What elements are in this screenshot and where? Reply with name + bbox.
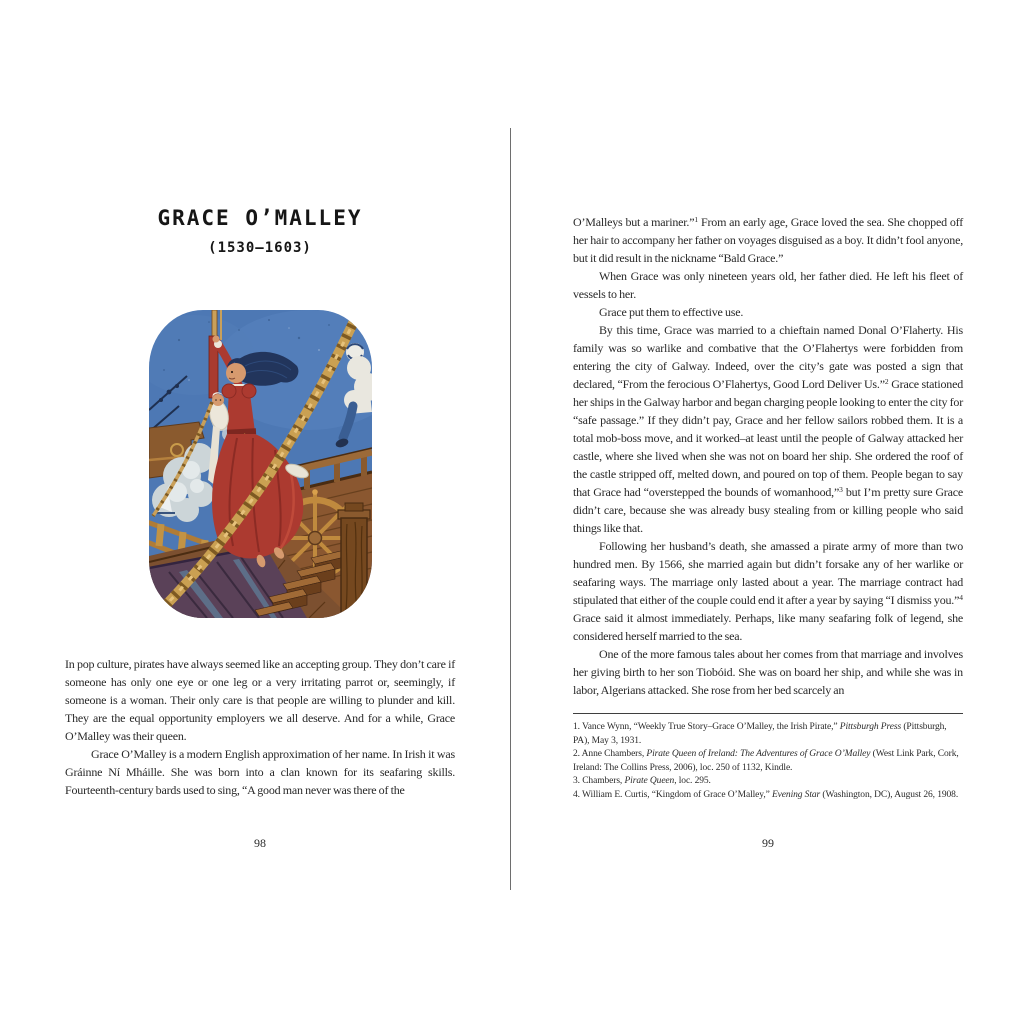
page-number-right: 99 [762, 836, 774, 850]
text-segment: From an early age, Grace loved the sea. She chopped off her hair to accompany her father on voyages disguised as a boy. It didn’t fool anyone, but it did result in the nickname “Bald Grace.” [573, 215, 963, 265]
footnote-marker: 4 [959, 593, 963, 602]
footnote-marker: 2 [884, 377, 889, 386]
paragraph [573, 721, 963, 748]
paragraph [573, 748, 963, 775]
text-segment: (Washington, DC), August 26, 1908. [820, 789, 959, 800]
footnote-marker: 1 [694, 215, 699, 224]
text-segment: By this time, Grace was married to a chieftain named Donal O’Flaherty. His family was so warlike and combative that the O’Flahertys were forbidden from entering the city of Galway. Indeed, over the city’s gate was posted a sign that declared, “From the ferocious O’Flahertys, Good Lord Deliver Us.” [573, 323, 963, 391]
text-segment: O’Malleys but a mariner.” [573, 215, 695, 229]
right-page-body [573, 213, 963, 699]
text-segment: 3. Chambers, [573, 776, 625, 786]
paragraph [573, 645, 963, 699]
paragraph [573, 213, 963, 267]
page-gutter-line [510, 128, 511, 890]
page-number-left: 98 [254, 836, 266, 850]
text-segment: In pop culture, pirates have always seemed like an accepting group. They don’t care if someone has only one eye or one leg or a very irritating parrot or, seemingly, if someone is a woman. Their only care is that people are willing to plunder and kill. They are the equal opportunity employers we all deserve. And for a while, Grace O’Malley was their queen. [65, 657, 455, 743]
text-segment: , loc. 295. [674, 776, 711, 786]
text-segment: Grace stationed her ships in the Galway harbor and began charging people looking to enter the city for “safe passage.” If they didn’t pay, Grace and her fellow sailors robbed them. It is a total mob-boss move, and it worked–at least until the people of Galway attacked her castle, where she lived when she was not on board her ship. She ordered the roof of the castle stripped off, melted down, and poured on top of them. People began to say that Grace had “overstepped the bounds of womanhood,” [573, 377, 964, 499]
text-segment: Following her husband’s death, she amassed a pirate army of more than two hundred men. By 1566, she married again but didn’t forsake any of her warlike or seafaring ways. The marriage only lasted about a year. The marriage contract had stipulated that either of the couple could end it after a year by saying “I dismiss you.” [573, 539, 963, 607]
left-page-body [65, 655, 455, 799]
text-segment: 2. Anne Chambers, [573, 749, 647, 759]
paragraph [65, 745, 455, 799]
footnotes-block [573, 713, 963, 802]
text-segment: Pittsburgh Press [839, 722, 902, 732]
paragraph [573, 267, 963, 303]
text-segment: Grace put them to effective use. [599, 305, 744, 319]
text-segment: Evening Star [771, 789, 821, 800]
text-segment: One of the more famous tales about her comes from that marriage and involves her giving birth to her son Tiobóid. She was on board her ship, and while she was in labor, Algerians attacked. She rose from her bed scarcely an [573, 647, 963, 697]
chapter-title: GRACE O’MALLEY [157, 206, 363, 230]
left-page [65, 0, 455, 1020]
paragraph [573, 775, 963, 789]
text-segment: but I’m pretty sure Grace didn’t care, because she was already busy stealing from or killing people who said things like that. [573, 485, 963, 535]
wooden-post [338, 503, 370, 618]
text-segment: When Grace was only nineteen years old, her father died. He left his fleet of vessels to her. [573, 269, 963, 301]
right-page [573, 0, 963, 1020]
paragraph [573, 321, 963, 537]
paragraph [65, 655, 455, 745]
grace-omalley-ship-illustration [149, 310, 372, 618]
text-segment: Grace O’Malley is a modern English approximation of her name. In Irish it was Gráinne Ní Mháille. She was born into a clan known for its seafaring skills. Fourteenth-century bards used to sing, “A good man never was there of the [65, 747, 455, 797]
text-segment: Pirate Queen [624, 776, 675, 786]
text-segment: (Pittsburgh, PA), May 3, 1931. [573, 722, 947, 746]
paragraph [573, 789, 963, 803]
paragraph [573, 303, 963, 321]
text-segment: Pirate Queen of Ireland: The Adventures of Grace O’Malley [646, 749, 871, 759]
text-segment: 1. Vance Wynn, “Weekly True Story–Grace O’Malley, the Irish Pirate,” [573, 722, 840, 732]
chapter-dates: (1530–1603) [208, 240, 312, 256]
text-segment: 4. William E. Curtis, “Kingdom of Grace O’Malley,” [573, 789, 772, 800]
footnote-marker: 3 [839, 485, 843, 494]
paragraph [573, 537, 963, 645]
text-segment: Grace said it almost immediately. Perhaps, like many seafaring folk of legend, she considered herself married to the sea. [573, 611, 963, 643]
text-segment: (West Link Park, Cork, Ireland: The Collins Press, 2006), loc. 250 of 1132, Kindle. [573, 749, 959, 773]
